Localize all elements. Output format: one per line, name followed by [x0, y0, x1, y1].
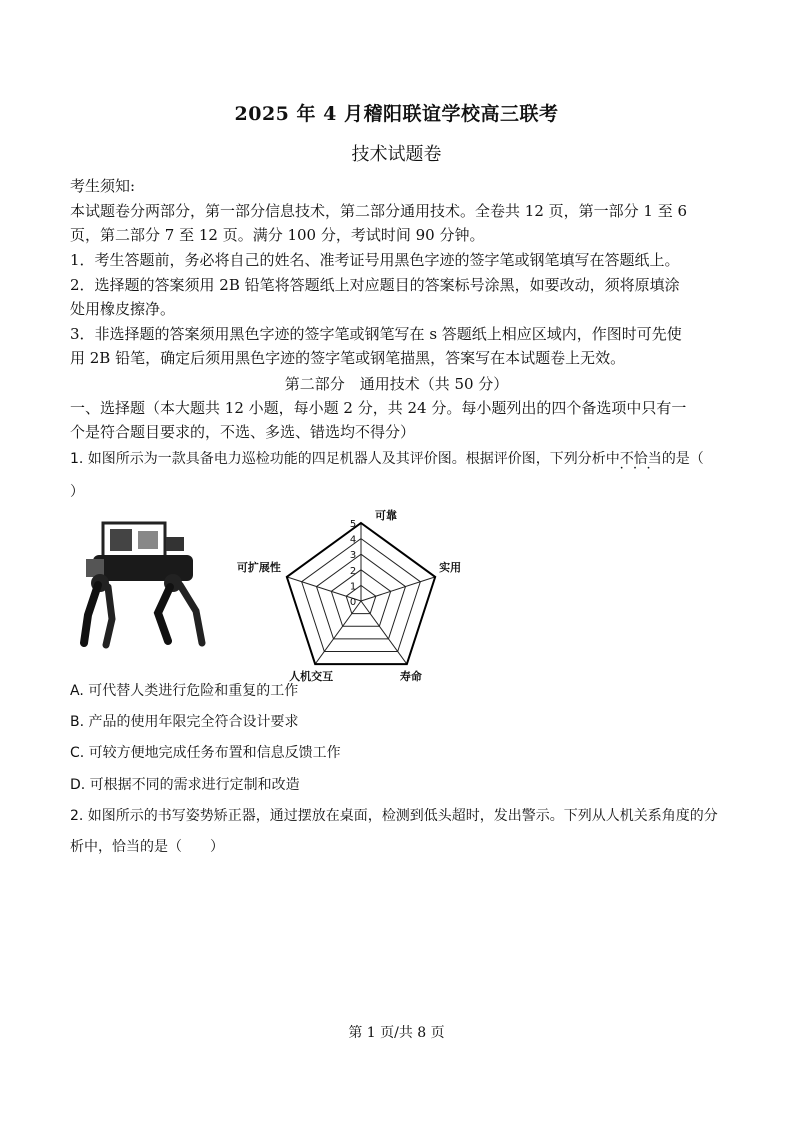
notice-line-1: 本试题卷分两部分，第一部分信息技术，第二部分通用技术。全卷共 12 页，第一部分 1 至 6 [70, 202, 688, 220]
radar-axis-label-0: 可靠 [375, 509, 397, 522]
question-2-stem-b: 析中，恰当的是（ ） [70, 839, 224, 855]
question-1-stem-a: 1. 如图所示为一款具备电力巡检功能的四足机器人及其评价图。根据评价图，下列分析中 [70, 451, 620, 467]
radar-spoke-2 [361, 601, 407, 664]
radar-scale-label-0: 0 [349, 597, 357, 608]
radar-scale-label-2: 2 [349, 565, 357, 577]
exam-title: 2025 年 4 月稽阳联谊学校高三联考 [234, 103, 559, 125]
radar-scale-label-5: 5 [349, 519, 357, 530]
question-1-option-a[interactable]: A. 可代替人类进行危险和重复的工作 [70, 683, 299, 699]
radar-scale-label-4: 4 [349, 534, 357, 546]
question-1-option-c[interactable]: C. 可较方便地完成任务布置和信息反馈工作 [70, 745, 341, 761]
notice-item-2a: 2．选择题的答案须用 2B 铅笔将答题纸上对应题目的答案标号涂黑，如要改动，须将原填涂 [70, 276, 680, 294]
question-1-option-b[interactable]: B. 产品的使用年限完全符合设计要求 [70, 714, 299, 730]
notice-item-3a: 3．非选择题的答案须用黑色字迹的签字笔或钢笔写在 s 答题纸上相应区域内，作图时可先使 [70, 325, 682, 343]
question-1-stem [70, 448, 704, 468]
question-1-emphasis: 不恰当 • • • [620, 451, 662, 467]
question-1-option-d[interactable]: D. 可根据不同的需求进行定制和改造 [70, 777, 300, 793]
section-instructions-1: 一、选择题（本大题共 12 小题，每小题 2 分，共 24 分。每小题列出的四个备选项中只有一 [70, 399, 687, 417]
notice-item-1: 1．考生答题前，务必将自己的姓名、准考证号用黑色字迹的签字笔或钢笔填写在答题纸上。 [70, 251, 680, 269]
radar-scale-label-1: 1 [349, 581, 357, 593]
question-2-stem-a: 2. 如图所示的书写姿势矫正器，通过摆放在桌面，检测到低头超时，发出警示。下列从人机关系角度的分 [70, 808, 718, 824]
notice-item-2b: 处用橡皮擦净。 [70, 300, 176, 318]
radar-spoke-3 [315, 601, 361, 664]
page-number: 第 1 页/共 8 页 [348, 1025, 445, 1041]
notice-heading: 考生须知: [70, 177, 136, 195]
exam-subtitle: 技术试题卷 [351, 144, 442, 165]
question-1-stem-close: ） [70, 484, 84, 500]
radar-scale-label-3: 3 [349, 550, 357, 562]
notice-line-2: 页，第二部分 7 至 12 页。满分 100 分，考试时间 90 分钟。 [70, 226, 485, 244]
evaluation-radar-chart [236, 505, 475, 684]
question-1-stem-b: 的是（ [661, 451, 704, 467]
radar-axis-label-1: 实用 [439, 560, 462, 574]
section-instructions-2: 个是符合题目要求的，不选、多选、错选均不得分） [70, 423, 416, 441]
radar-axis-label-3: 人机交互 [289, 670, 334, 684]
section-title: 第二部分 通用技术（共 50 分） [284, 375, 509, 393]
radar-axis-label-4: 可扩展性 [236, 560, 281, 574]
radar-spoke-1 [361, 577, 435, 601]
radar-axis-label-2: 寿命 [399, 670, 422, 684]
quadruped-robot-image [78, 515, 213, 650]
notice-item-3b: 用 2B 铅笔，确定后须用黑色字迹的签字笔或钢笔描黑，答案写在本试题卷上无效。 [70, 349, 626, 367]
